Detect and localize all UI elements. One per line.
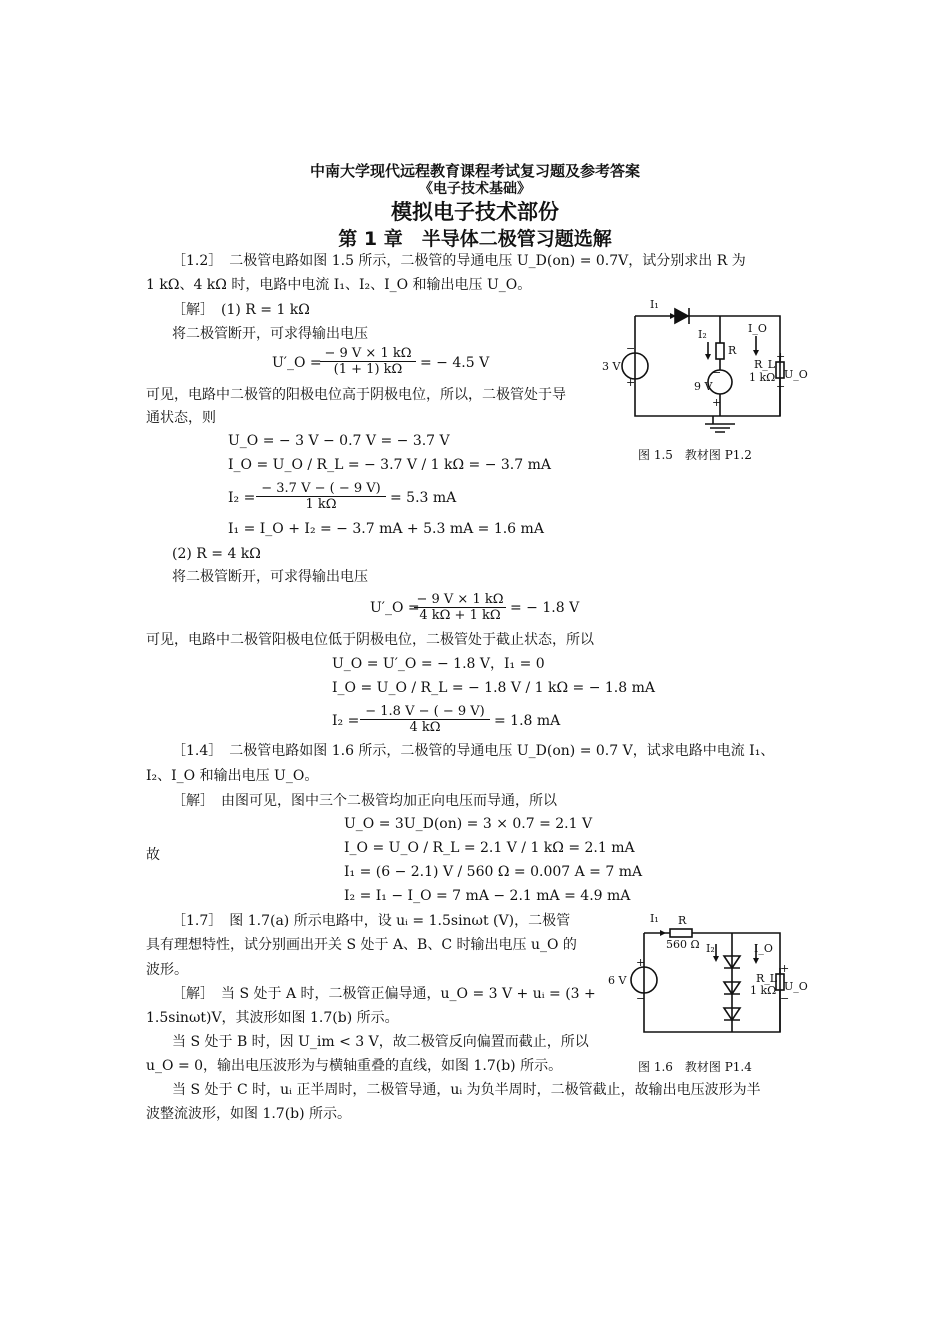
fraction-denominator: (1 + 1) kΩ <box>333 362 403 377</box>
sign-plus: + <box>776 350 786 363</box>
solution-line: u_O = 0，输出电压波形为与横轴重叠的直线，如图 1.7(b) 所示。 <box>146 1058 563 1074</box>
problem-1-2-line1: ［1.2］ 二极管电路如图 1.5 所示，二极管的导通电压 U_D(on) = 0.7V，试分别求出 R 为 <box>172 253 746 269</box>
solution-text: ［解］ 由图可见，图中三个二极管均加正向电压而导通，所以 <box>172 793 557 809</box>
sign-minus: − <box>626 342 636 355</box>
sign-minus: − <box>780 992 790 1005</box>
label-io: I_O <box>754 942 773 955</box>
solution-text: 将二极管断开，可求得输出电压 <box>172 569 368 585</box>
figure-caption: 图 1.6 教材图 P1.4 <box>638 1060 752 1074</box>
solution-line: ［解］ 当 S 处于 A 时，二极管正偏导通，u_O = 3 V + uᵢ = (3 + <box>172 986 596 1002</box>
equation: U_O = 3U_D(on) = 3 × 0.7 = 2.1 V <box>344 816 593 832</box>
problem-1-7-line3: 波形。 <box>146 962 188 978</box>
equation: U_O = − 3 V − 0.7 V = − 3.7 V <box>228 433 450 449</box>
equation-result: = 1.8 mA <box>494 713 561 729</box>
equation-label: I₂ = <box>332 713 360 729</box>
solution-line: 波整流波形，如图 1.7(b) 所示。 <box>146 1106 352 1122</box>
equation: I₂ = I₁ − I_O = 7 mA − 2.1 mA = 4.9 mA <box>344 888 631 904</box>
fraction-denominator: 4 kΩ + 1 kΩ <box>419 608 501 623</box>
circuit-figure-1-5 <box>600 296 808 446</box>
paragraph-line: 可见，电路中二极管的阳极电位高于阴极电位，所以，二极管处于导 <box>146 387 566 403</box>
sign-minus: − <box>712 366 722 379</box>
equation-fraction <box>360 704 490 735</box>
equation-label: U′_O = <box>370 600 420 616</box>
label-i2: I₂ <box>698 328 707 341</box>
solution-case-1: ［解］ (1) R = 1 kΩ <box>172 302 310 318</box>
label-r: R <box>728 344 737 357</box>
equation-label: I₂ = <box>228 490 256 506</box>
label-uo: U_O <box>784 368 808 381</box>
paragraph-line: 可见，电路中二极管阳极电位低于阴极电位，二极管处于截止状态，所以 <box>146 632 594 648</box>
equation: I₁ = (6 − 2.1) V / 560 Ω = 0.007 A = 7 mA <box>344 864 643 880</box>
fraction-denominator: 4 kΩ <box>409 720 441 735</box>
sign-plus: + <box>636 956 646 969</box>
paragraph-line: 通状态，则 <box>146 410 216 426</box>
problem-1-7-line2: 具有理想特性，试分别画出开关 S 处于 A、B、C 时输出电压 u_O 的 <box>146 937 577 953</box>
label-r-value: 560 Ω <box>666 938 700 951</box>
label-uo: U_O <box>784 980 808 993</box>
fraction-numerator: − 3.7 V − ( − 9 V) <box>256 481 386 497</box>
problem-1-2-line2: 1 kΩ、4 kΩ 时，电路中电流 I₁、I₂、I_O 和输出电压 U_O。 <box>146 277 532 293</box>
doc-title: 中南大学现代远程教育课程考试复习题及参考答案 <box>309 162 640 180</box>
fraction-denominator: 1 kΩ <box>305 497 337 512</box>
label-r: R <box>678 914 687 927</box>
part-title: 模拟电子技术部份 <box>391 200 559 224</box>
chapter-title: 第 1 章 半导体二极管习题选解 <box>338 228 612 250</box>
course-title: 《电子技术基础》 <box>419 181 531 197</box>
label-rl-value: 1 kΩ <box>750 984 777 997</box>
label-6v: 6 V <box>608 974 627 987</box>
solution-line: 当 S 处于 B 时，因 U_im < 3 V，故二极管反向偏置而截止，所以 <box>172 1034 589 1050</box>
equation: I₁ = I_O + I₂ = − 3.7 mA + 5.3 mA = 1.6 mA <box>228 521 544 537</box>
sign-plus: + <box>780 962 790 975</box>
label-io: I_O <box>748 322 767 335</box>
label-i1: I₁ <box>650 912 659 925</box>
equation: I_O = U_O / R_L = − 1.8 V / 1 kΩ = − 1.8 mA <box>332 680 655 696</box>
label-rl-value: 1 kΩ <box>749 371 776 384</box>
equation-result: = 5.3 mA <box>390 490 457 506</box>
solution-line: 1.5sinωt)V，其波形如图 1.7(b) 所示。 <box>146 1010 399 1026</box>
problem-1-4-line2: I₂、I_O 和输出电压 U_O。 <box>146 768 319 784</box>
problem-1-4-line1: ［1.4］ 二极管电路如图 1.6 所示，二极管的导通电压 U_D(on) = 0.7 V，试求电路中电流 I₁、 <box>172 743 775 759</box>
equation: U_O = U′_O = − 1.8 V，I₁ = 0 <box>332 656 545 672</box>
fraction-numerator: − 9 V × 1 kΩ <box>414 592 506 608</box>
problem-1-7-line1: ［1.7］ 图 1.7(a) 所示电路中，设 uᵢ = 1.5sinωt (V)，二极管 <box>172 913 571 929</box>
solution-case-2: (2) R = 4 kΩ <box>172 546 261 562</box>
figure-caption: 图 1.5 教材图 P1.2 <box>638 448 752 462</box>
equation-fraction <box>320 346 416 377</box>
label-rl: R_L <box>756 972 778 985</box>
equation-fraction <box>256 481 386 512</box>
label-rl: R_L <box>754 358 776 371</box>
equation-result: = − 4.5 V <box>420 355 490 371</box>
sign-plus: + <box>626 376 636 389</box>
equation-label: U′_O = <box>272 355 322 371</box>
equation: I_O = U_O / R_L = − 3.7 V / 1 kΩ = − 3.7 mA <box>228 457 551 473</box>
label-i2: I₂ <box>706 942 715 955</box>
circuit-figure-1-6 <box>604 910 808 1050</box>
sign-minus: − <box>776 380 786 393</box>
solution-line: 当 S 处于 C 时，uᵢ 正半周时，二极管导通，uᵢ 为负半周时，二极管截止，故输出电压波形为半 <box>172 1082 761 1098</box>
fraction-numerator: − 1.8 V − ( − 9 V) <box>360 704 490 720</box>
sign-minus: − <box>636 992 646 1005</box>
equation-result: = − 1.8 V <box>510 600 580 616</box>
label-3v: 3 V <box>602 360 621 373</box>
equation-fraction <box>414 592 506 623</box>
label-i1: I₁ <box>650 298 659 311</box>
fraction-numerator: − 9 V × 1 kΩ <box>320 346 416 362</box>
solution-text: 将二极管断开，可求得输出电压 <box>172 326 368 342</box>
sign-plus: + <box>712 396 722 409</box>
equation: I_O = U_O / R_L = 2.1 V / 1 kΩ = 2.1 mA <box>344 840 635 856</box>
label-9v: 9 V <box>694 380 713 393</box>
word-gu: 故 <box>146 847 160 863</box>
